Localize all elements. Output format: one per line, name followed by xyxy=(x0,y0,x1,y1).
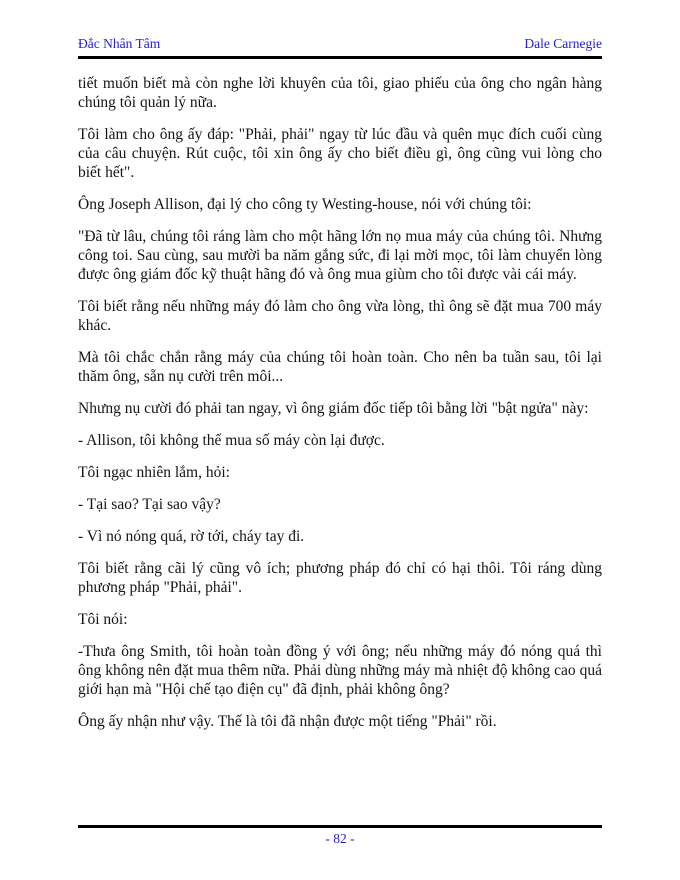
paragraph: Ông Joseph Allison, đại lý cho công ty Westing-house, nói với chúng tôi: xyxy=(78,196,532,213)
paragraph: - Vì nó nóng quá, rờ tới, cháy tay đi. xyxy=(78,528,305,545)
header-book-title: Đắc Nhân Tâm xyxy=(78,36,161,51)
page-header xyxy=(78,36,602,59)
paragraph: Ông ấy nhận như vậy. Thế là tôi đã nhận được một tiếng "Phải" rồi. xyxy=(78,713,497,730)
paragraph: Nhưng nụ cười đó phải tan ngay, vì ông giám đốc tiếp tôi bằng lời "bật ngửa" này: xyxy=(78,400,589,417)
paragraph: "Đã từ lâu, chúng tôi ráng làm cho một hãng lớn nọ mua máy của chúng tôi. Nhưng công toi. Sau cùng, sau mười ba năm gắng sức, đi lại mời mọc, tôi làm chuyển lòng được ông giám đốc kỹ thuật hãng đó và ông mua giùm cho tôi được vài cái máy. xyxy=(78,228,602,283)
page-footer xyxy=(78,825,602,847)
header-author: Dale Carnegie xyxy=(524,36,602,51)
page-number: - 82 - xyxy=(325,831,355,846)
paragraph: Mà tôi chắc chắn rằng máy của chúng tôi hoàn toàn. Cho nên ba tuần sau, tôi lại thăm ông, sẵn nụ cười trên môi... xyxy=(78,349,602,385)
paragraph: Tôi ngạc nhiên lắm, hỏi: xyxy=(78,464,230,481)
paragraph: Tôi biết rằng cãi lý cũng vô ích; phương pháp đó chỉ có hại thôi. Tôi ráng dùng phương pháp "Phải, phải". xyxy=(78,560,602,596)
page-body xyxy=(78,74,602,744)
paragraph: Tôi làm cho ông ấy đáp: "Phải, phải" ngay từ lúc đầu và quên mục đích cuối cùng của câu chuyện. Rút cuộc, tôi xin ông ấy cho biết điều gì, ông cũng vui lòng cho biết hết". xyxy=(78,126,602,181)
paragraph: - Tại sao? Tại sao vậy? xyxy=(78,496,221,513)
paragraph: Tôi nói: xyxy=(78,611,128,628)
paragraph: Tôi biết rằng nếu những máy đó làm cho ông vừa lòng, thì ông sẽ đặt mua 700 máy khác. xyxy=(78,298,602,334)
paragraph: -Thưa ông Smith, tôi hoàn toàn đồng ý với ông; nếu những máy đó nóng quá thì ông không nên đặt mua thêm nữa. Phải dùng những máy mà nhiệt độ không cao quá giới hạn mà "Hội chế tạo điện cụ" đã định, phải không ông? xyxy=(78,643,602,698)
paragraph: - Allison, tôi không thể mua số máy còn lại được. xyxy=(78,432,385,449)
paragraph: tiết muốn biết mà còn nghe lời khuyên của tôi, giao phiếu của ông cho ngân hàng chúng tôi quản lý nữa. xyxy=(78,75,602,111)
